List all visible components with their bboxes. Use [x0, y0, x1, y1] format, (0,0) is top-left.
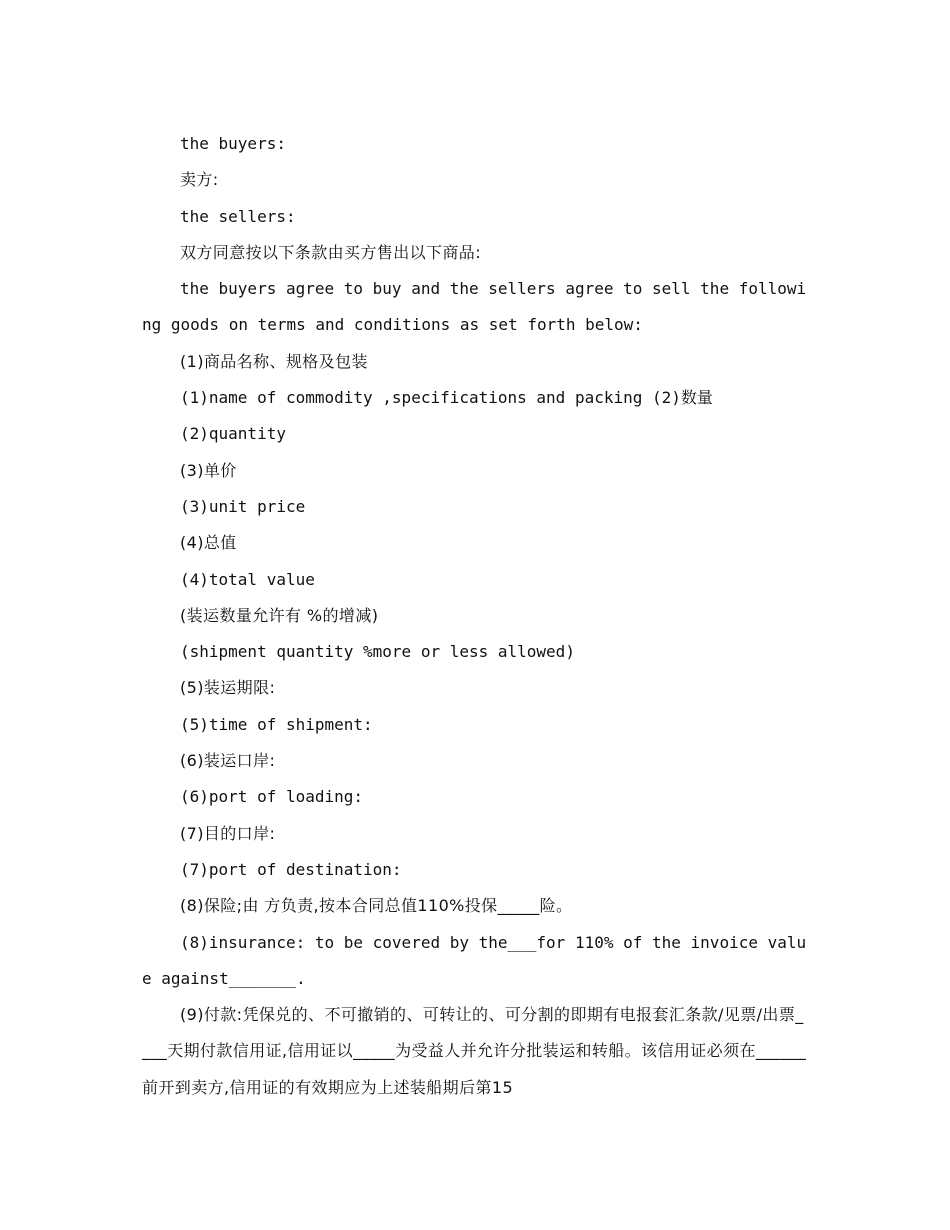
- clause-9-cn: (9)付款:凭保兑的、不可撤销的、可转让的、可分割的即期有电报套汇条款/见票/出票____天期付款信用证,信用证以_____为受益人并允许分批装运和转船。该信用证必须在______前开到卖方,信用证的有效期应为上述装船期后第15: [142, 1005, 807, 1097]
- clause-8-cn: (8)保险;由 方负责,按本合同总值110%投保_____险。: [180, 896, 573, 916]
- quantity-allowance-cn: (装运数量允许有 %的增减): [180, 605, 379, 625]
- buyers-label-en: the buyers:: [180, 134, 286, 153]
- clause-4-cn: (4)总值: [180, 533, 237, 553]
- clause-3-cn: (3)单价: [180, 460, 237, 480]
- document-body: [142, 126, 810, 1106]
- clause-5-cn: (5)装运期限:: [180, 678, 276, 698]
- clause-2-en: (2)quantity: [180, 424, 286, 444]
- clause-4-en: (4)total value: [180, 569, 315, 589]
- clause-1-cn: (1)商品名称、规格及包装: [180, 351, 368, 371]
- agreement-statement-cn: 双方同意按以下条款由买方售出以下商品:: [180, 242, 481, 262]
- clause-1-en: (1)name of commodity ,specifications and packing (2)数量: [180, 388, 713, 408]
- clause-3-en: (3)unit price: [180, 496, 306, 516]
- agreement-statement-en: the buyers agree to buy and the sellers agree to sell the following goods on terms and conditions as set forth below:: [142, 279, 807, 335]
- clause-8-en: (8)insurance: to be covered by the___for 110% of the invoice value against_______.: [142, 932, 807, 988]
- clause-6-cn: (6)装运口岸:: [180, 751, 276, 771]
- sellers-label-en: the sellers:: [180, 206, 296, 226]
- sellers-label-cn: 卖方:: [180, 170, 219, 190]
- clause-7-cn: (7)目的口岸:: [180, 823, 276, 843]
- clause-5-en: (5)time of shipment:: [180, 714, 373, 734]
- clause-6-en: (6)port of loading:: [180, 787, 364, 807]
- quantity-allowance-en: (shipment quantity %more or less allowed): [180, 642, 575, 662]
- clause-7-en: (7)port of destination:: [180, 859, 402, 879]
